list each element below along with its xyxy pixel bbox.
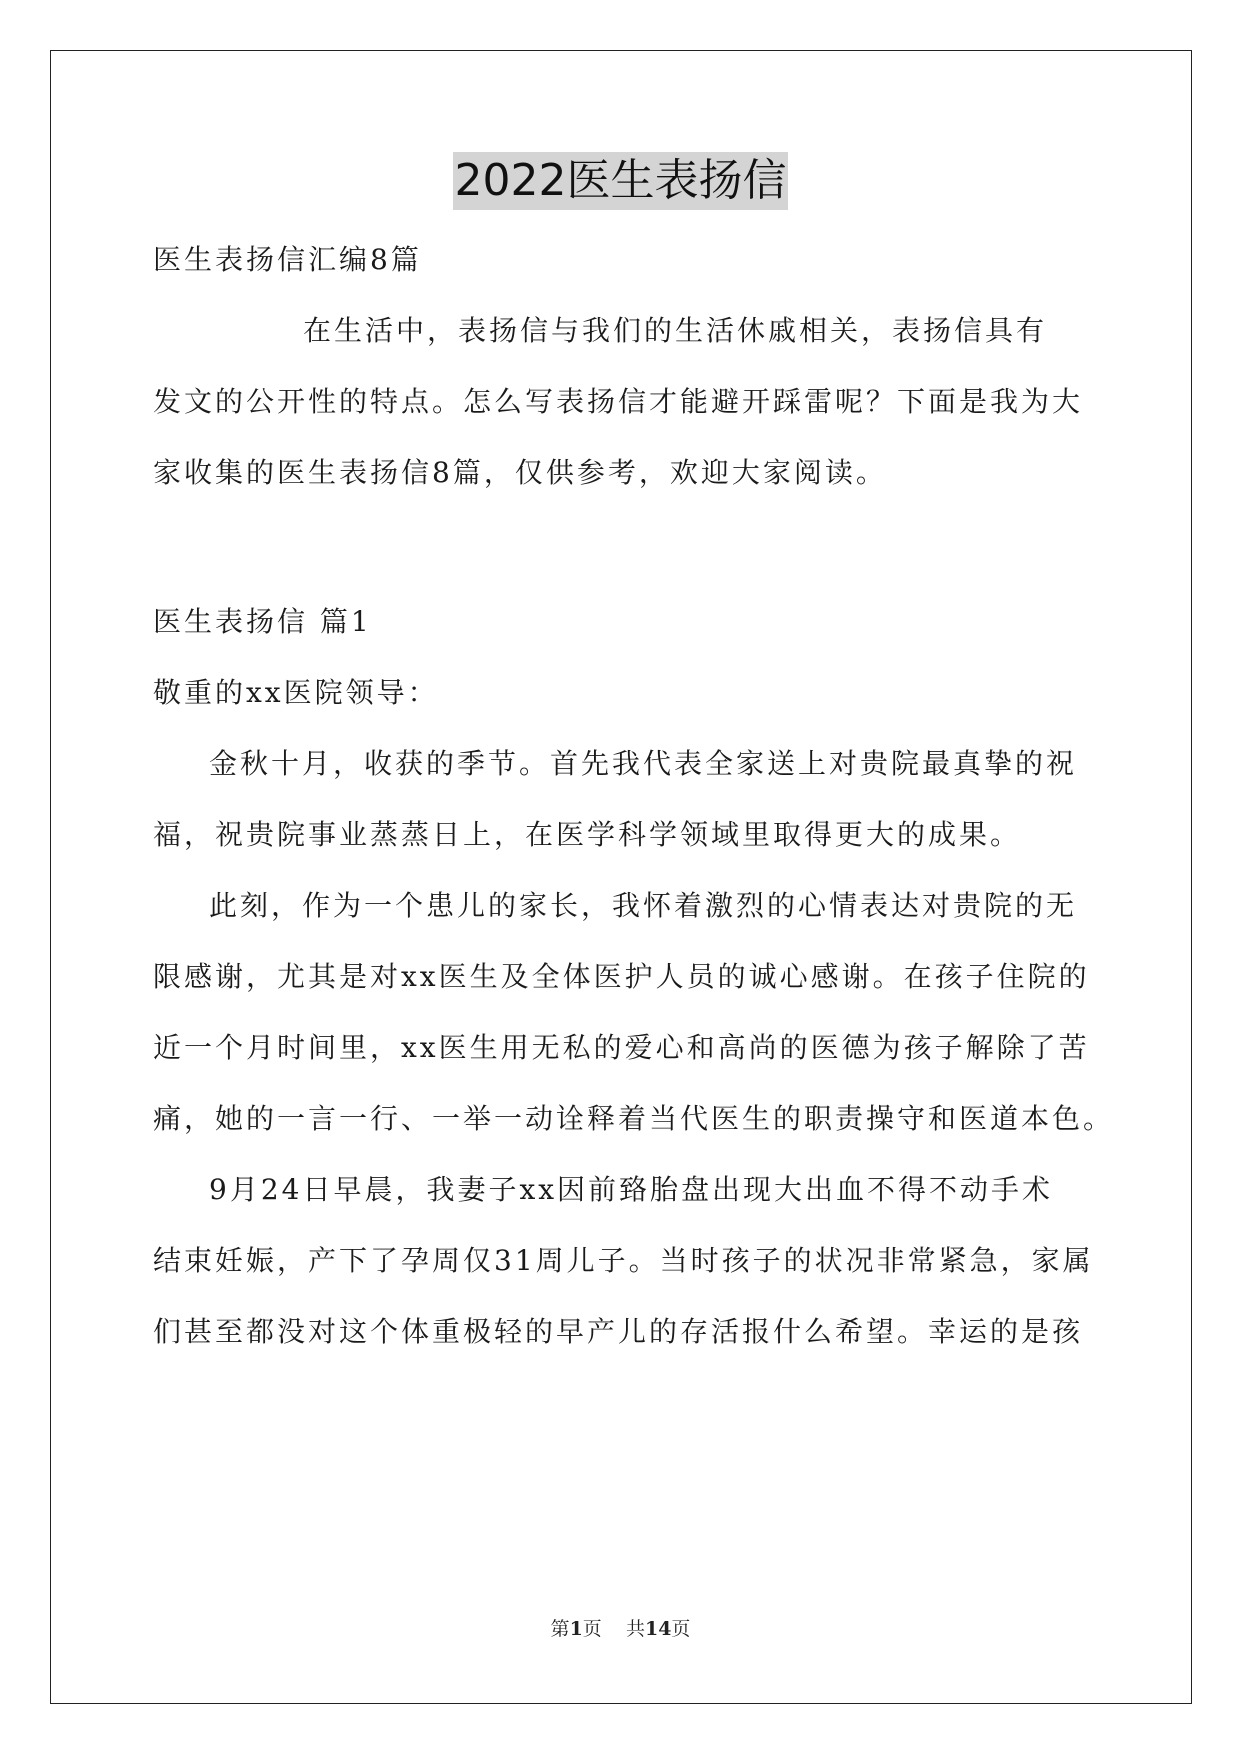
intro-line: 在生活中，表扬信与我们的生活休戚相关，表扬信具有 — [303, 314, 1048, 347]
body-line: 痛，她的一言一行、一举一动诠释着当代医生的职责操守和医道本色。 — [153, 1102, 1115, 1135]
salutation: 敬重的xx医院领导： — [153, 676, 439, 709]
body-line: 结束妊娠，产下了孕周仅31周儿子。当时孩子的状况非常紧急，家属 — [153, 1244, 1094, 1277]
body-line: 金秋十月，收获的季节。首先我代表全家送上对贵院最真挚的祝 — [209, 747, 1078, 780]
page-border — [50, 50, 1192, 1704]
body-line: 9月24日早晨，我妻子xx因前臵胎盘出现大出血不得不动手术 — [209, 1173, 1054, 1206]
document-title: 2022医生表扬信 — [453, 152, 789, 210]
body-line: 限感谢，尤其是对xx医生及全体医护人员的诚心感谢。在孩子住院的 — [153, 960, 1090, 993]
footer-total-pages: 14 — [644, 1618, 672, 1640]
footer-page-number: 1 — [569, 1618, 583, 1640]
body-line: 福，祝贵院事业蒸蒸日上，在医学科学领域里取得更大的成果。 — [153, 818, 1022, 851]
intro-line: 家收集的医生表扬信8篇，仅供参考，欢迎大家阅读。 — [153, 456, 887, 489]
footer-page-mid: 页 共 — [582, 1618, 645, 1640]
footer-page-prefix: 第 — [550, 1618, 570, 1640]
body-line: 们甚至都没对这个体重极轻的早产儿的存活报什么希望。幸运的是孩 — [153, 1315, 1084, 1348]
section-heading: 医生表扬信 篇1 — [153, 605, 372, 638]
page-footer — [0, 1616, 1241, 1642]
body-line: 此刻，作为一个患儿的家长，我怀着激烈的心情表达对贵院的无 — [209, 889, 1078, 922]
footer-page-suffix: 页 — [671, 1618, 691, 1640]
document-subtitle: 医生表扬信汇编8篇 — [153, 243, 422, 276]
body-line: 近一个月时间里，xx医生用无私的爱心和高尚的医德为孩子解除了苦 — [153, 1031, 1090, 1064]
title-container — [0, 152, 1241, 210]
intro-line: 发文的公开性的特点。怎么写表扬信才能避开踩雷呢？下面是我为大 — [153, 385, 1084, 418]
